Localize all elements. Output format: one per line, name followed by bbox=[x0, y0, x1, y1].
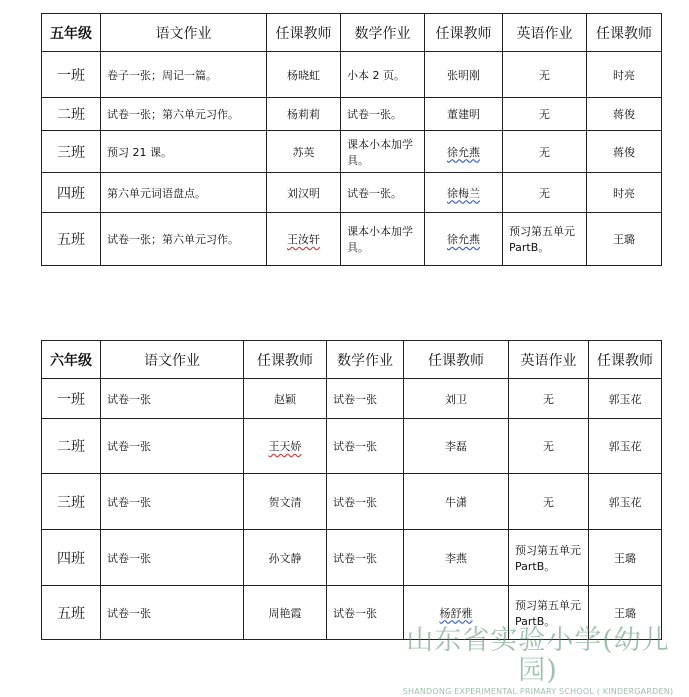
grade6-header-chinese: 语文作业 bbox=[101, 341, 244, 379]
grade5-header-math: 数学作业 bbox=[341, 14, 425, 52]
chinese-homework: 试卷一张 bbox=[101, 419, 244, 474]
chinese-teacher-name: 王天娇 bbox=[268, 440, 302, 453]
class-name: 五班 bbox=[42, 213, 101, 266]
math-teacher: 刘卫 bbox=[404, 379, 509, 419]
english-homework: 无 bbox=[509, 474, 589, 530]
chinese-teacher-name: 王汝轩 bbox=[287, 233, 320, 246]
english-teacher: 郭玉花 bbox=[589, 379, 662, 419]
chinese-teacher: 刘汉明 bbox=[267, 173, 341, 213]
english-homework: 无 bbox=[503, 173, 587, 213]
grade5-header-row bbox=[42, 14, 662, 52]
math-homework: 试卷一张 bbox=[327, 474, 404, 530]
math-teacher-name: 徐允燕 bbox=[447, 145, 480, 159]
grade5-header-grade: 五年级 bbox=[42, 14, 101, 52]
table-row bbox=[42, 173, 662, 213]
class-name: 三班 bbox=[42, 474, 101, 530]
chinese-teacher: 赵颖 bbox=[244, 379, 327, 419]
table-row bbox=[42, 52, 662, 98]
math-homework: 课本小本加学具。 bbox=[341, 213, 425, 266]
chinese-homework: 试卷一张 bbox=[101, 586, 244, 640]
class-name: 四班 bbox=[42, 173, 101, 213]
grade6-header-math-teacher: 任课教师 bbox=[404, 341, 509, 379]
watermark-english: SHANDONG EXPERIMENTAL PRIMARY SCHOOL ( KINDERGARDEN) bbox=[402, 687, 674, 696]
chinese-teacher bbox=[267, 213, 341, 266]
school-watermark bbox=[388, 626, 688, 697]
table-row bbox=[42, 419, 662, 474]
math-homework: 课本小本加学具。 bbox=[341, 131, 425, 173]
chinese-teacher: 贺文清 bbox=[244, 474, 327, 530]
math-homework: 试卷一张。 bbox=[341, 173, 425, 213]
math-teacher: 李燕 bbox=[404, 530, 509, 586]
english-homework: 预习第五单元 PartB。 bbox=[503, 213, 587, 266]
english-teacher: 郭玉花 bbox=[589, 474, 662, 530]
math-teacher: 董建明 bbox=[425, 98, 503, 131]
grade5-header-english-teacher: 任课教师 bbox=[587, 14, 662, 52]
english-teacher: 时亮 bbox=[587, 52, 662, 98]
grade6-header-english-teacher: 任课教师 bbox=[589, 341, 662, 379]
math-teacher-name: 徐允燕 bbox=[447, 233, 480, 246]
grade5-header-math-teacher: 任课教师 bbox=[425, 14, 503, 52]
grade6-table bbox=[41, 340, 662, 640]
grade6-header-english: 英语作业 bbox=[509, 341, 589, 379]
math-teacher: 张明刚 bbox=[425, 52, 503, 98]
class-name: 一班 bbox=[42, 379, 101, 419]
math-teacher-name: 杨舒雅 bbox=[439, 606, 473, 620]
chinese-teacher: 杨莉莉 bbox=[267, 98, 341, 131]
grade5-table bbox=[41, 13, 662, 266]
class-name: 二班 bbox=[42, 419, 101, 474]
math-teacher bbox=[425, 213, 503, 266]
chinese-homework: 试卷一张 bbox=[101, 379, 244, 419]
english-homework: 无 bbox=[503, 98, 587, 131]
chinese-homework: 卷子一张；周记一篇。 bbox=[101, 52, 267, 98]
math-teacher: 李磊 bbox=[404, 419, 509, 474]
class-name: 二班 bbox=[42, 98, 101, 131]
grade5-header-english: 英语作业 bbox=[503, 14, 587, 52]
chinese-homework: 试卷一张；第六单元习作。 bbox=[101, 213, 267, 266]
math-teacher-name: 徐梅兰 bbox=[447, 186, 480, 200]
english-homework: 无 bbox=[509, 419, 589, 474]
math-homework: 试卷一张 bbox=[327, 586, 404, 640]
english-teacher: 郭玉花 bbox=[589, 419, 662, 474]
english-homework: 无 bbox=[509, 379, 589, 419]
math-homework: 试卷一张 bbox=[327, 379, 404, 419]
chinese-teacher: 周艳霞 bbox=[244, 586, 327, 640]
english-teacher: 王璐 bbox=[589, 586, 662, 640]
grade6-header-chinese-teacher: 任课教师 bbox=[244, 341, 327, 379]
english-teacher: 蒋俊 bbox=[587, 98, 662, 131]
table-row bbox=[42, 474, 662, 530]
english-homework: 无 bbox=[503, 52, 587, 98]
grade6-header-grade: 六年级 bbox=[42, 341, 101, 379]
math-teacher bbox=[425, 131, 503, 173]
math-homework: 试卷一张 bbox=[327, 530, 404, 586]
table-row bbox=[42, 131, 662, 173]
chinese-homework: 试卷一张 bbox=[101, 474, 244, 530]
english-homework: 无 bbox=[503, 131, 587, 173]
math-homework: 试卷一张。 bbox=[341, 98, 425, 131]
chinese-homework: 预习 21 课。 bbox=[101, 131, 267, 173]
class-name: 三班 bbox=[42, 131, 101, 173]
english-teacher: 时亮 bbox=[587, 173, 662, 213]
grade5-header-chinese: 语文作业 bbox=[101, 14, 267, 52]
math-teacher: 牛潇 bbox=[404, 474, 509, 530]
class-name: 五班 bbox=[42, 586, 101, 640]
table-row bbox=[42, 98, 662, 131]
english-teacher: 王璐 bbox=[587, 213, 662, 266]
math-homework: 小本 2 页。 bbox=[341, 52, 425, 98]
chinese-homework: 第六单元词语盘点。 bbox=[101, 173, 267, 213]
chinese-teacher bbox=[244, 419, 327, 474]
chinese-homework: 试卷一张 bbox=[101, 530, 244, 586]
class-name: 一班 bbox=[42, 52, 101, 98]
chinese-teacher: 杨晓虹 bbox=[267, 52, 341, 98]
grade6-header-math: 数学作业 bbox=[327, 341, 404, 379]
table-row bbox=[42, 213, 662, 266]
table-row bbox=[42, 530, 662, 586]
english-homework: 预习第五单元 PartB。 bbox=[509, 530, 589, 586]
class-name: 四班 bbox=[42, 530, 101, 586]
grade5-header-chinese-teacher: 任课教师 bbox=[267, 14, 341, 52]
math-teacher bbox=[425, 173, 503, 213]
english-teacher: 王璐 bbox=[589, 530, 662, 586]
math-homework: 试卷一张 bbox=[327, 419, 404, 474]
table-row bbox=[42, 379, 662, 419]
chinese-teacher: 苏英 bbox=[267, 131, 341, 173]
watermark-chinese: 山东省实验小学(幼儿园) bbox=[406, 625, 670, 686]
english-teacher: 蒋俊 bbox=[587, 131, 662, 173]
english-homework: 预习第五单元 PartB。 bbox=[509, 586, 589, 640]
grade6-header-row bbox=[42, 341, 662, 379]
chinese-teacher: 孙文静 bbox=[244, 530, 327, 586]
chinese-homework: 试卷一张；第六单元习作。 bbox=[101, 98, 267, 131]
